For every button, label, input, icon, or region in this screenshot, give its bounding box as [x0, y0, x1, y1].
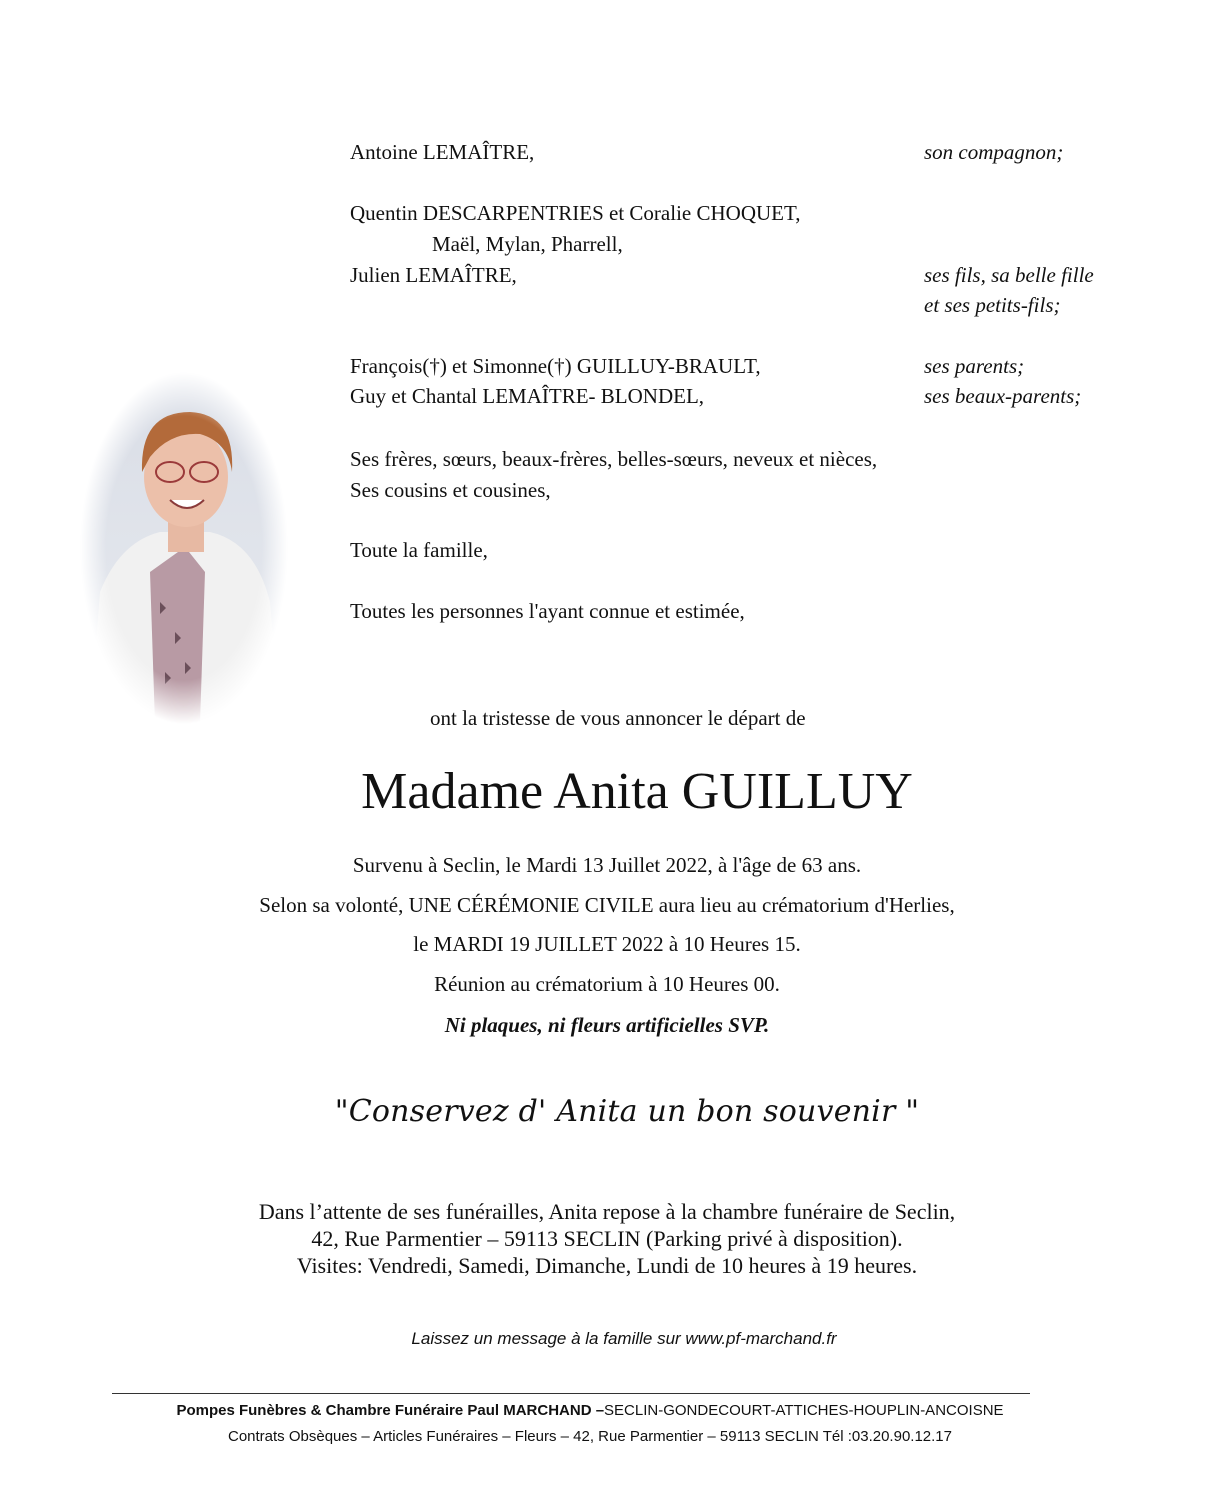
- family-line: Quentin DESCARPENTRIES et Coralie CHOQUET,: [350, 201, 801, 225]
- detail-line: Réunion au crématorium à 10 Heures 00.: [434, 972, 780, 996]
- visit-line: Visites: Vendredi, Samedi, Dimanche, Lundi de 10 heures à 19 heures.: [296, 1253, 918, 1278]
- family-line: Antoine LEMAÎTRE,: [350, 140, 535, 164]
- family-line: Ses cousins et cousines,: [350, 478, 551, 502]
- company-towns: SECLIN-GONDECOURT-ATTICHES-HOUPLIN-ANCOISNE: [604, 1402, 1004, 1419]
- family-line: Julien LEMAÎTRE,: [350, 263, 517, 287]
- visit-line: Dans l’attente de ses funérailles, Anita repose à la chambre funéraire de Seclin,: [258, 1199, 956, 1224]
- detail-line: Selon sa volonté, UNE CÉRÉMONIE CIVILE aura lieu au crématorium d'Herlies,: [259, 893, 955, 917]
- announce-intro: ont la tristesse de vous annoncer le départ de: [430, 706, 806, 730]
- detail-line: Survenu à Seclin, le Mardi 13 Juillet 2022, à l'âge de 63 ans.: [352, 853, 862, 877]
- relation-label: et ses petits-fils;: [924, 293, 1061, 317]
- detail-line: le MARDI 19 JUILLET 2022 à 10 Heures 15.: [413, 932, 801, 956]
- company-name: Pompes Funèbres & Chambre Funéraire Paul MARCHAND –: [176, 1402, 605, 1419]
- family-line: Ses frères, sœurs, beaux-frères, belles-sœurs, neveux et nièces,: [350, 447, 878, 471]
- family-line: Toute la famille,: [350, 538, 488, 562]
- family-line: Guy et Chantal LEMAÎTRE- BLONDEL,: [350, 384, 705, 408]
- family-line: Toutes les personnes l'ayant connue et estimée,: [350, 599, 745, 623]
- message-link[interactable]: Laissez un message à la famille sur www.pf-marchand.fr: [411, 1329, 837, 1348]
- relation-label: son compagnon;: [924, 140, 1064, 164]
- relation-label: ses fils, sa belle fille: [924, 263, 1094, 287]
- memorial-quote: "Conservez d' Anita un bon souvenir ": [334, 1094, 920, 1129]
- footer-company: [0, 1402, 1197, 1419]
- family-line: François(†) et Simonne(†) GUILLUY-BRAULT,: [350, 354, 761, 378]
- deceased-name: Madame Anita GUILLUY: [361, 763, 913, 820]
- family-line: Maël, Mylan, Pharrell,: [432, 232, 623, 256]
- no-flowers-note: Ni plaques, ni fleurs artificielles SVP.: [444, 1013, 770, 1037]
- footer-divider: [112, 1393, 1030, 1394]
- footer-contact: Contrats Obsèques – Articles Funéraires – Fleurs – 42, Rue Parmentier – 59113 SECLIN Tél :03.20.90.12.17: [227, 1428, 952, 1445]
- visit-line: 42, Rue Parmentier – 59113 SECLIN (Parking privé à disposition).: [311, 1226, 903, 1251]
- portrait-photo: [80, 372, 288, 724]
- relation-label: ses beaux-parents;: [924, 384, 1082, 408]
- relation-label: ses parents;: [924, 354, 1025, 378]
